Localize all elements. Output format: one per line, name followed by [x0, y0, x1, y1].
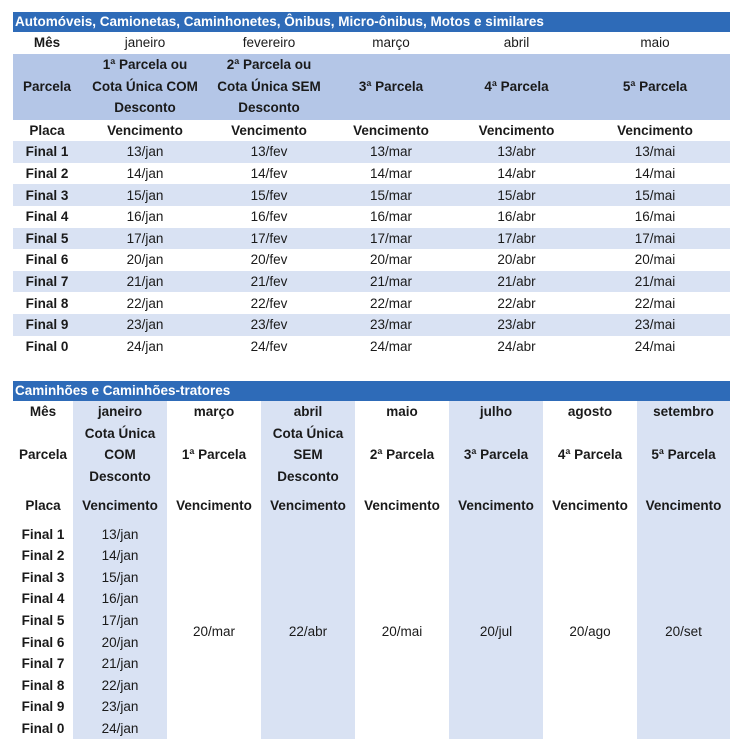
due-date-cell: 20/mar [192, 623, 236, 639]
date-cell: 24/jan [73, 718, 167, 740]
vencimento-header: Vencimento [107, 122, 183, 138]
table-row [13, 163, 730, 185]
table-row [13, 271, 730, 293]
parcela-header [81, 54, 209, 120]
date-cell: 21/mai [580, 271, 730, 293]
date-cell: 22/mar [369, 295, 413, 311]
date-cell: 13/abr [453, 141, 580, 163]
date-cell: 21/abr [453, 271, 580, 293]
date-cell: 13/jan [81, 141, 209, 163]
due-date-cell: 20/jul [449, 523, 543, 739]
date-cell: 14/jan [73, 545, 167, 567]
date-cell: 16/fev [250, 209, 288, 225]
parcela-header [167, 423, 261, 488]
parcela-header [449, 423, 543, 488]
month-header: março [193, 404, 235, 420]
section1-title: Automóveis, Camionetas, Caminhonetes, Ônibus, Micro-ônibus, Motos e similares [13, 12, 730, 32]
placa-cell: Final 5 [21, 613, 65, 629]
date-cell: 16/abr [497, 209, 536, 225]
month-header: janeiro [124, 35, 166, 51]
placa-cell: Final 8 [21, 677, 65, 693]
placa-cell: Final 8 [25, 295, 69, 311]
date-cell: 17/jan [81, 228, 209, 250]
date-cell: 13/fev [209, 141, 329, 163]
header-mes: Mês [29, 404, 57, 420]
table-row [13, 314, 730, 336]
table-row [13, 141, 730, 163]
date-cell: 16/jan [126, 209, 164, 225]
date-cell: 20/jan [126, 252, 164, 268]
table-row [13, 336, 730, 358]
date-cell: 24/mai [634, 338, 676, 354]
date-cell: 14/jan [126, 166, 164, 182]
vencimento-header: Vencimento [552, 497, 628, 513]
vencimento-header: Vencimento [353, 122, 429, 138]
date-cell: 20/abr [497, 252, 536, 268]
date-cell: 23/abr [453, 314, 580, 336]
table-row [13, 292, 730, 314]
parcela-line: Cota Única [84, 425, 156, 441]
placa-cell: Final 9 [13, 314, 81, 336]
parcela-line: 4ª Parcela [484, 78, 549, 94]
date-cell: 15/jan [73, 567, 167, 589]
placa-cell: Final 0 [21, 721, 65, 737]
date-cell: 15/mar [329, 184, 453, 206]
placa-cell: Final 7 [21, 656, 65, 672]
section2-title: Caminhões e Caminhões-tratores [13, 381, 730, 401]
placa-cell: Final 4 [21, 591, 65, 607]
month-header: agosto [567, 404, 613, 420]
table-row [13, 206, 730, 228]
header-placa: Placa [29, 122, 65, 138]
table-row [13, 228, 730, 250]
placa-cell: Final 3 [13, 184, 81, 206]
placa-cell: Final 6 [25, 252, 69, 268]
trucks-schedule-table [13, 401, 730, 739]
due-date-cell: 20/set [637, 523, 730, 739]
date-cell: 21/jan [81, 271, 209, 293]
parcela-header [453, 54, 580, 120]
date-cell: 14/fev [250, 166, 288, 182]
date-cell: 22/fev [250, 295, 288, 311]
parcela-header [261, 423, 355, 488]
date-cell: 13/mar [329, 141, 453, 163]
vencimento-header: Vencimento [364, 497, 440, 513]
vencimento-header: Vencimento [73, 487, 167, 523]
placa-cell: Final 4 [25, 209, 69, 225]
parcela-line: Desconto [238, 100, 300, 116]
parcela-line: 4ª Parcela [557, 447, 623, 463]
month-header: abril [261, 401, 355, 423]
parcela-line: 5ª Parcela [622, 78, 688, 94]
parcela-line: 3ª Parcela [358, 78, 424, 94]
date-cell: 22/abr [497, 295, 536, 311]
month-header: maio [386, 404, 418, 420]
placa-cell: Final 1 [21, 526, 65, 542]
date-cell: 15/mai [580, 184, 730, 206]
placa-cell: Final 7 [13, 271, 81, 293]
parcela-line: Cota Única SEM [217, 78, 321, 94]
date-cell: 23/mai [580, 314, 730, 336]
parcela-header [73, 423, 167, 488]
parcela-line: Desconto [277, 468, 339, 484]
date-cell: 24/mar [369, 338, 413, 354]
parcela-line: Cota Única COM [92, 78, 198, 94]
date-cell: 16/jan [73, 588, 167, 610]
month-header: julho [449, 401, 543, 423]
vencimento-header: Vencimento [478, 122, 555, 138]
date-cell: 21/mar [329, 271, 453, 293]
placa-cell: Final 0 [25, 338, 69, 354]
date-cell: 21/jan [73, 653, 167, 675]
date-cell: 23/fev [209, 314, 329, 336]
date-cell: 24/fev [250, 338, 288, 354]
table-row [13, 249, 730, 271]
date-cell: 14/mar [369, 166, 413, 182]
vencimento-header: Vencimento [231, 122, 307, 138]
header-parcela: Parcela [18, 447, 68, 463]
parcela-line: Desconto [89, 468, 151, 484]
date-cell: 15/abr [453, 184, 580, 206]
month-header: maio [640, 35, 670, 51]
date-cell: 21/fev [209, 271, 329, 293]
date-cell: 17/jan [73, 610, 167, 632]
date-cell: 23/jan [81, 314, 209, 336]
month-header: janeiro [73, 401, 167, 423]
vencimento-header: Vencimento [261, 487, 355, 523]
due-date-cell: 20/mai [381, 623, 423, 639]
placa-cell: Final 3 [21, 569, 65, 585]
vencimento-header: Vencimento [637, 487, 730, 523]
date-cell: 15/jan [81, 184, 209, 206]
date-cell: 23/mar [329, 314, 453, 336]
date-cell: 24/abr [497, 338, 536, 354]
placa-cell: Final 2 [25, 166, 69, 182]
header-parcela: Parcela [13, 54, 81, 120]
table-row [13, 184, 730, 206]
parcela-line: 3ª Parcela [463, 447, 529, 463]
date-cell: 17/mar [329, 228, 453, 250]
parcela-line: 1ª Parcela ou [102, 57, 188, 73]
date-cell: 17/abr [453, 228, 580, 250]
vehicles-schedule-table [13, 32, 730, 357]
parcela-line: SEM [293, 447, 323, 463]
placa-cell: Final 6 [21, 634, 65, 650]
vencimento-header: Vencimento [176, 497, 252, 513]
parcela-line: Cota Única [272, 425, 344, 441]
table-row [13, 523, 730, 545]
parcela-header [209, 54, 329, 120]
date-cell: 22/jan [73, 675, 167, 697]
month-header: março [372, 35, 410, 51]
parcela-line: 2ª Parcela ou [226, 57, 312, 73]
date-cell: 15/fev [209, 184, 329, 206]
parcela-header [637, 423, 730, 488]
date-cell: 14/mai [634, 166, 676, 182]
due-date-cell: 22/abr [261, 523, 355, 739]
month-header: abril [503, 35, 530, 51]
date-cell: 20/jan [73, 631, 167, 653]
date-cell: 16/mar [369, 209, 413, 225]
date-cell: 17/mai [580, 228, 730, 250]
vencimento-header: Vencimento [617, 122, 693, 138]
date-cell: 23/jan [73, 696, 167, 718]
month-header: setembro [637, 401, 730, 423]
placa-cell: Final 5 [13, 228, 81, 250]
parcela-header [329, 54, 453, 120]
placa-cell: Final 2 [21, 548, 65, 564]
date-cell: 13/mai [580, 141, 730, 163]
header-mes: Mês [33, 35, 61, 51]
date-cell: 20/mar [369, 252, 413, 268]
date-cell: 13/jan [73, 523, 167, 545]
parcela-line: COM [104, 447, 136, 463]
placa-cell: Final 9 [21, 699, 65, 715]
date-cell: 20/fev [250, 252, 288, 268]
placa-cell: Final 1 [13, 141, 81, 163]
month-header: fevereiro [242, 35, 296, 51]
date-cell: 24/jan [126, 338, 164, 354]
parcela-line: 1ª Parcela [181, 447, 247, 463]
vencimento-header: Vencimento [449, 487, 543, 523]
parcela-line: 5ª Parcela [651, 447, 716, 463]
parcela-header [355, 423, 449, 488]
date-cell: 20/mai [634, 252, 676, 268]
date-cell: 14/abr [497, 166, 536, 182]
date-cell: 17/fev [209, 228, 329, 250]
parcela-line: Desconto [114, 100, 176, 116]
parcela-header [580, 54, 730, 120]
date-cell: 22/jan [126, 295, 164, 311]
due-date-cell: 20/ago [569, 623, 611, 639]
date-cell: 22/mai [634, 295, 676, 311]
header-placa: Placa [25, 497, 61, 513]
parcela-line: 2ª Parcela [369, 447, 435, 463]
parcela-header [543, 423, 637, 488]
date-cell: 16/mai [634, 209, 676, 225]
